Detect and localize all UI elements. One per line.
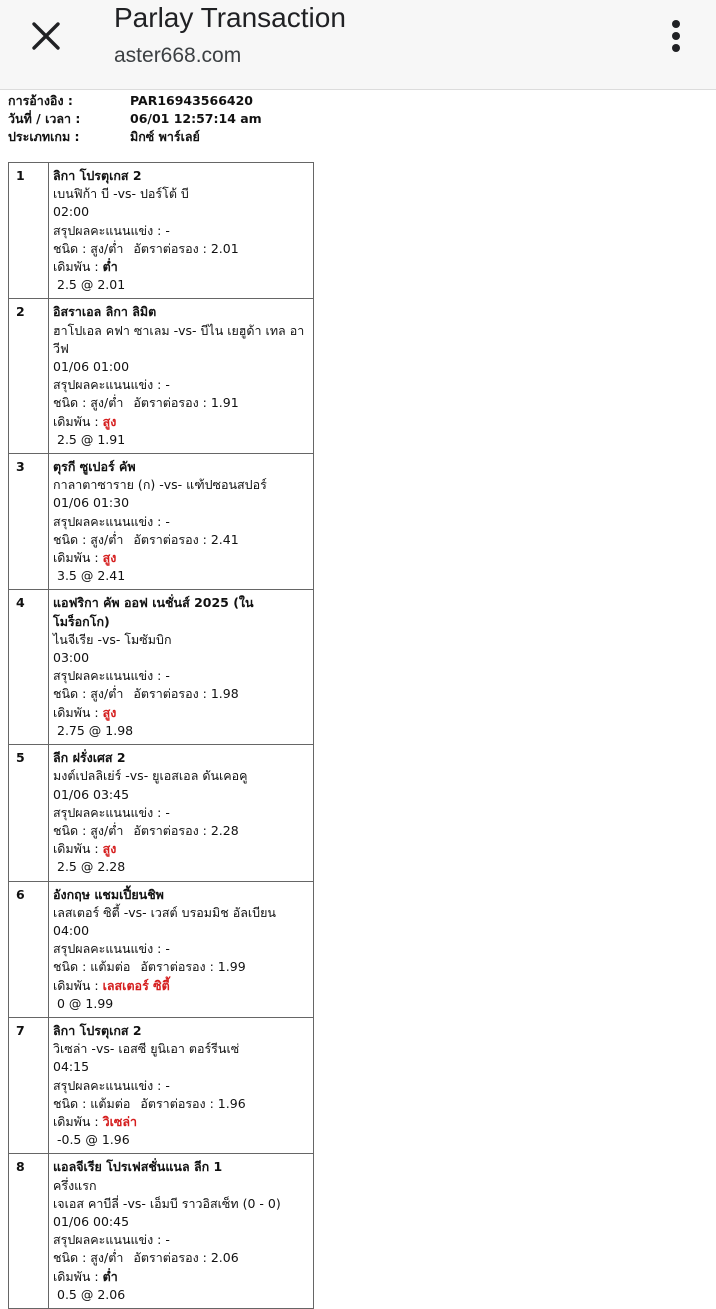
meta-row	[8, 128, 262, 146]
close-button[interactable]	[26, 16, 66, 56]
score-summary: สรุปผลคะแนนแข่ง : -	[53, 377, 170, 393]
match-time: 02:00	[53, 204, 90, 220]
leg-details	[49, 1017, 314, 1153]
odds-value: อัตราต่อรอง : 1.98	[133, 686, 239, 702]
odds-value: อัตราต่อรอง : 1.91	[133, 395, 239, 411]
transaction-meta	[8, 92, 262, 146]
bet-pick-row	[53, 258, 309, 276]
bet-line: 3.5 @ 2.41	[57, 568, 126, 584]
match-teams: เลสเตอร์ ซิตี้ -vs- เวสต์ บรอมมิช อัลเบียน	[53, 904, 276, 920]
meta-label: การอ้างอิง :	[8, 93, 73, 108]
score-summary: สรุปผลคะแนนแข่ง : -	[53, 668, 170, 684]
bet-pick-row	[53, 704, 309, 722]
meta-value: PAR16943566420	[130, 93, 253, 108]
leg-details	[49, 163, 314, 299]
meta-value: 06/01 12:57:14 am	[130, 111, 262, 126]
more-options-button[interactable]	[660, 14, 692, 58]
table-row	[9, 590, 314, 745]
bet-type-row	[53, 822, 309, 840]
bet-pick: ต่ำ	[102, 1268, 118, 1284]
odds-value: อัตราต่อรอง : 1.96	[140, 1095, 246, 1111]
league-name: อิสราเอล ลิกา ลิมิต	[53, 304, 157, 320]
bet-type-row	[53, 240, 309, 258]
bet-line: 0 @ 1.99	[57, 995, 114, 1011]
leg-number: 4	[9, 590, 49, 745]
odds-value: อัตราต่อรอง : 2.06	[133, 1250, 239, 1266]
table-row	[9, 1154, 314, 1309]
bet-pick-row	[53, 549, 309, 567]
leg-details	[49, 299, 314, 454]
more-vert-icon	[670, 19, 682, 53]
odds-value: อัตราต่อรอง : 2.41	[133, 531, 239, 547]
leg-details	[49, 590, 314, 745]
bet-type-row	[53, 958, 309, 976]
top-app-bar	[0, 0, 716, 90]
leg-details	[49, 454, 314, 590]
meta-row	[8, 110, 262, 128]
score-summary: สรุปผลคะแนนแข่ง : -	[53, 222, 170, 238]
odds-value: อัตราต่อรอง : 2.28	[133, 822, 239, 838]
match-teams: วิเซล่า -vs- เอสซี ยูนิเอา ตอร์รีนเซ่	[53, 1041, 240, 1057]
bet-line: 0.5 @ 2.06	[57, 1286, 126, 1302]
bet-type: ชนิด : แต้มต่อ	[53, 959, 131, 975]
bet-type: ชนิด : สูง/ต่ำ	[53, 531, 124, 547]
table-row	[9, 745, 314, 881]
league-name: ลีก ฝรั่งเศส 2	[53, 750, 126, 766]
bet-type-row	[53, 1249, 309, 1267]
bet-pick: สูง	[102, 704, 117, 720]
leg-number: 3	[9, 454, 49, 590]
bet-pick-row	[53, 840, 309, 858]
bet-type: ชนิด : สูง/ต่ำ	[53, 395, 124, 411]
match-teams: ไนจีเรีย -vs- โมซัมบิก	[53, 631, 172, 647]
bet-line: 2.75 @ 1.98	[57, 722, 134, 738]
bet-type: ชนิด : สูง/ต่ำ	[53, 1250, 124, 1266]
league-name: แอลจีเรีย โปรเฟสชั่นแนล ลีก 1	[53, 1159, 223, 1175]
table-row	[9, 299, 314, 454]
bet-type: ชนิด : แต้มต่อ	[53, 1095, 131, 1111]
match-teams: กาลาตาซาราย (ก) -vs- แฑ้ปซอนสปอร์	[53, 477, 267, 493]
parlay-legs-table	[8, 162, 314, 1309]
score-summary: สรุปผลคะแนนแข่ง : -	[53, 804, 170, 820]
bet-pick: เลสเตอร์ ซิตี้	[102, 977, 170, 993]
meta-label: วันที่ / เวลา :	[8, 111, 81, 126]
meta-value: มิกซ์ พาร์เลย์	[130, 129, 200, 144]
score-summary: สรุปผลคะแนนแข่ง : -	[53, 513, 170, 529]
meta-row	[8, 92, 262, 110]
bet-pick: วิเซล่า	[102, 1113, 138, 1129]
bet-label: เดิมพัน :	[53, 413, 99, 429]
leg-number: 2	[9, 299, 49, 454]
score-summary: สรุปผลคะแนนแข่ง : -	[53, 1232, 170, 1248]
league-name: ลิกา โปรตุเกส 2	[53, 1022, 142, 1038]
match-period: ครึ่งแรก	[53, 1177, 97, 1193]
table-row	[9, 454, 314, 590]
bet-type-row	[53, 394, 309, 412]
match-time: 01/06 01:00	[53, 359, 130, 375]
bet-line: 2.5 @ 1.91	[57, 431, 126, 447]
league-name: อังกฤษ แชมเปี้ยนชิพ	[53, 886, 164, 902]
match-time: 04:00	[53, 922, 90, 938]
bet-pick: สูง	[102, 413, 117, 429]
score-summary: สรุปผลคะแนนแข่ง : -	[53, 1077, 170, 1093]
league-name: ลิกา โปรตุเกส 2	[53, 168, 142, 183]
bet-type: ชนิด : สูง/ต่ำ	[53, 686, 124, 702]
leg-number: 6	[9, 881, 49, 1017]
bet-type-row	[53, 685, 309, 703]
match-teams: เจเอส คาบีลี่ -vs- เอ็มบี ราวอิสเซ็ท (0 - 0)	[53, 1195, 281, 1211]
leg-number: 7	[9, 1017, 49, 1153]
bet-label: เดิมพัน :	[53, 550, 99, 566]
bet-pick-row	[53, 413, 309, 431]
bet-pick-row	[53, 1268, 309, 1286]
bet-label: เดิมพัน :	[53, 841, 99, 857]
bet-type-row	[53, 531, 309, 549]
table-row	[9, 1017, 314, 1153]
leg-details	[49, 745, 314, 881]
bet-type-row	[53, 1095, 309, 1113]
close-icon	[31, 21, 61, 51]
page-title: Parlay Transaction	[114, 2, 346, 33]
table-row	[9, 881, 314, 1017]
score-summary: สรุปผลคะแนนแข่ง : -	[53, 941, 170, 957]
match-time: 01/06 01:30	[53, 495, 130, 511]
bet-type: ชนิด : สูง/ต่ำ	[53, 822, 124, 838]
match-teams: ฮาโปเอล คฟา ซาเลม -vs- บีไน เยฮูด้า เทล อาวีฟ	[53, 322, 305, 356]
league-name: แอฟริกา คัพ ออฟ เนชั่นส์ 2025 (ในโมร็อกโก)	[53, 595, 254, 629]
match-teams: มงต์เปลลิเย่ร์ -vs- ยูเอสเอล ดันเคอคู	[53, 768, 248, 784]
bet-pick: สูง	[102, 841, 117, 857]
table-row	[9, 163, 314, 299]
bet-label: เดิมพัน :	[53, 704, 99, 720]
bet-label: เดิมพัน :	[53, 977, 99, 993]
meta-label: ประเภทเกม :	[8, 129, 80, 144]
bet-label: เดิมพัน :	[53, 259, 99, 275]
bet-label: เดิมพัน :	[53, 1268, 99, 1284]
leg-details	[49, 881, 314, 1017]
match-teams: เบนฟิก้า บี -vs- ปอร์โต้ บี	[53, 186, 189, 202]
leg-number: 5	[9, 745, 49, 881]
league-name: ตุรกี ซูเปอร์ คัพ	[53, 459, 136, 475]
leg-number: 1	[9, 163, 49, 299]
bet-pick-row	[53, 1113, 309, 1131]
bet-type: ชนิด : สูง/ต่ำ	[53, 240, 124, 256]
odds-value: อัตราต่อรอง : 2.01	[133, 240, 239, 256]
bet-pick: สูง	[102, 550, 117, 566]
leg-number: 8	[9, 1154, 49, 1309]
bet-line: 2.5 @ 2.28	[57, 859, 126, 875]
page-url: aster668.com	[114, 44, 242, 67]
bet-pick-row	[53, 977, 309, 995]
match-time: 04:15	[53, 1059, 90, 1075]
bet-pick: ต่ำ	[102, 259, 118, 275]
match-time: 03:00	[53, 650, 90, 666]
bet-label: เดิมพัน :	[53, 1113, 99, 1129]
odds-value: อัตราต่อรอง : 1.99	[140, 959, 246, 975]
leg-details	[49, 1154, 314, 1309]
match-time: 01/06 00:45	[53, 1213, 130, 1229]
bet-line: 2.5 @ 2.01	[57, 277, 126, 293]
match-time: 01/06 03:45	[53, 786, 130, 802]
bet-line: -0.5 @ 1.96	[57, 1132, 130, 1148]
